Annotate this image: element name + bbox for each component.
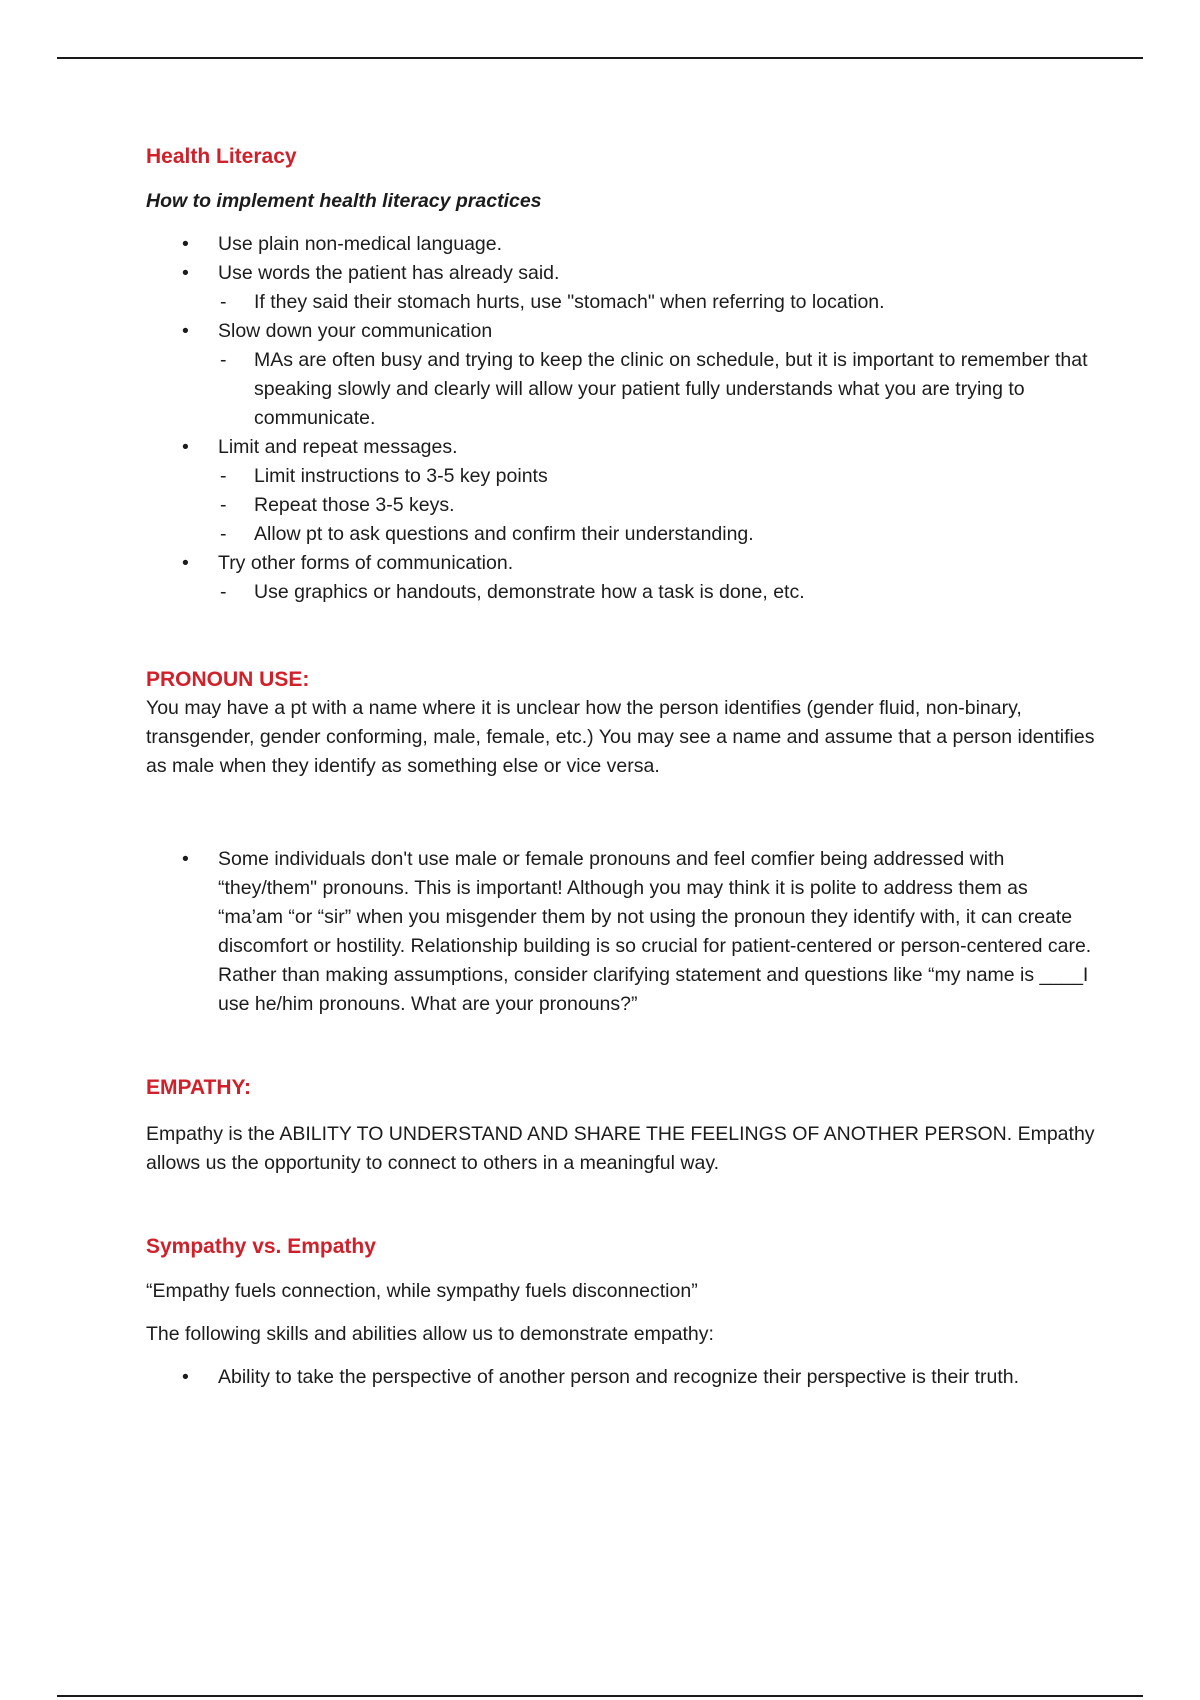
bullet-icon: • — [182, 436, 189, 458]
heading-empathy: EMPATHY: — [146, 1076, 251, 1099]
heading-health-literacy: Health Literacy — [146, 145, 297, 168]
list-item-text: Some individuals don't use male or female pronouns and feel comfier being addressed with “they/them" pronouns. This is important! Although you may think it is polite to address them as “ma’am “or “sir” when you misgender them by not using the pronoun they identify with, it can create discomfort or hostility. Relationship building is so crucial for patient-centered or person-centered care. Rather than making assumptions, consider clarifying statement and questions like “my name is ____I use he/him pronouns. What are your pronouns?” — [218, 848, 1092, 1015]
dash-icon: - — [220, 494, 227, 516]
list-item-text: Slow down your communication — [218, 320, 493, 342]
bullet-icon: • — [182, 848, 189, 870]
dash-icon: - — [220, 291, 227, 313]
pronoun-use-list — [146, 845, 1096, 1019]
bullet-icon: • — [182, 552, 189, 574]
sub-list-item — [218, 520, 1096, 549]
bottom-rule — [57, 1695, 1143, 1697]
sub-list-item — [218, 462, 1096, 491]
bullet-icon: • — [182, 233, 189, 255]
section-pronoun-use — [146, 665, 1096, 1019]
sub-list-item-text: MAs are often busy and trying to keep the clinic on schedule, but it is important to remember that speaking slowly and clearly will allow your patient fully understands what you are trying to communicate. — [254, 349, 1088, 429]
sub-list-item-text: If they said their stomach hurts, use "stomach" when referring to location. — [254, 291, 885, 313]
sub-list — [218, 462, 1096, 549]
dash-icon: - — [220, 523, 227, 545]
pronoun-use-paragraph: You may have a pt with a name where it is unclear how the person identifies (gender fluid, non-binary, transgender, gender conforming, male, female, etc.) You may see a name and assume that a person identifies as male when they identify as something else or vice versa. — [146, 697, 1095, 777]
dash-icon: - — [220, 349, 227, 371]
list-item — [146, 433, 1096, 549]
list-item-text: Use words the patient has already said. — [218, 262, 560, 284]
list-item-text: Ability to take the perspective of another person and recognize their perspective is their truth. — [218, 1366, 1020, 1388]
list-item-text: Use plain non-medical language. — [218, 233, 503, 255]
top-rule — [57, 57, 1143, 59]
list-item-text: Try other forms of communication. — [218, 552, 514, 574]
list-item — [146, 230, 1096, 259]
heading-pronoun-use: PRONOUN USE: — [146, 668, 310, 691]
list-item — [146, 1363, 1096, 1392]
sub-list — [218, 578, 1096, 607]
list-item — [146, 259, 1096, 317]
sub-list-item-text: Allow pt to ask questions and confirm their understanding. — [254, 523, 754, 545]
section-sympathy-vs-empathy — [146, 1232, 1096, 1392]
dash-icon: - — [220, 465, 227, 487]
sub-list-item-text: Use graphics or handouts, demonstrate how a task is done, etc. — [254, 581, 805, 603]
bullet-icon: • — [182, 1366, 189, 1388]
empathy-paragraph: Empathy is the ABILITY TO UNDERSTAND AND SHARE THE FEELINGS OF ANOTHER PERSON. Empathy allows us the opportunity to connect to others in a meaningful way. — [146, 1123, 1095, 1174]
list-item-text: Limit and repeat messages. — [218, 436, 458, 458]
bullet-icon: • — [182, 262, 189, 284]
bullet-icon: • — [182, 320, 189, 342]
list-item — [146, 317, 1096, 433]
sub-list-item — [218, 346, 1096, 433]
heading-sympathy-vs-empathy: Sympathy vs. Empathy — [146, 1235, 376, 1258]
sub-list-item-text: Repeat those 3-5 keys. — [254, 494, 455, 516]
sub-list — [218, 346, 1096, 433]
health-literacy-list — [146, 230, 1096, 607]
sub-list-item — [218, 288, 1096, 317]
section-empathy — [146, 1073, 1096, 1178]
list-item — [146, 549, 1096, 607]
empathy-quote: “Empathy fuels connection, while sympathy fuels disconnection” — [146, 1280, 698, 1302]
sub-list-item — [218, 578, 1096, 607]
sub-list-item — [218, 491, 1096, 520]
empathy-skills-list — [146, 1363, 1096, 1392]
document-body — [146, 142, 1096, 1392]
section-health-literacy — [146, 142, 1096, 607]
list-item — [146, 845, 1096, 1019]
dash-icon: - — [220, 581, 227, 603]
subheading-implement-practices: How to implement health literacy practices — [146, 190, 542, 212]
sub-list — [218, 288, 1096, 317]
skills-intro: The following skills and abilities allow us to demonstrate empathy: — [146, 1323, 714, 1345]
sub-list-item-text: Limit instructions to 3-5 key points — [254, 465, 548, 487]
